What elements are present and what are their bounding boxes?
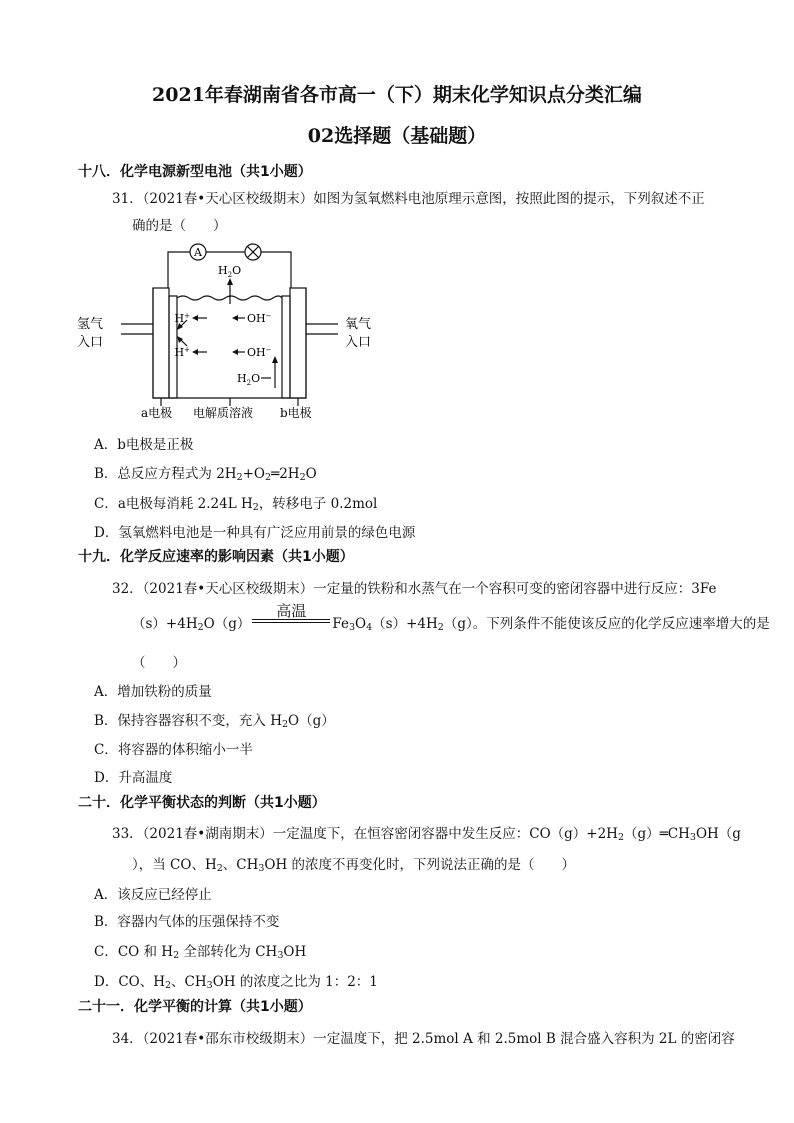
question-32-option-d: D．升高温度 xyxy=(94,770,173,786)
hydrogen-inlet-label-2: 入口 xyxy=(77,335,104,350)
page-subtitle: 02选择题（基础题） xyxy=(307,125,487,147)
oxygen-inlet-label-2: 入口 xyxy=(345,335,372,350)
question-31-option-d: D．氢氧燃料电池是一种具有广泛应用前景的绿色电源 xyxy=(94,525,416,541)
h-plus-label-2: H+ xyxy=(174,346,190,359)
question-33-stem-line1: 33．（2021春•湖南期末）一定温度下，在恒容密闭容器中发生反应：$CO(g)+2H_2(g)═CH_3OH(g$ xyxy=(112,826,741,843)
section-heading-20: 二十．化学平衡状态的判断（共1小题） xyxy=(78,795,326,811)
question-33-option-a: A．该反应已经停止 xyxy=(94,887,212,903)
question-31-stem-line2: 确的是（ ） xyxy=(132,218,227,234)
question-32-option-c: C．将容器的体积缩小一半 xyxy=(94,742,253,758)
oh-minus-label-2: OH− xyxy=(247,346,272,359)
h2o-bottom-label: $H_2O$ xyxy=(237,372,261,387)
question-33-stem-line2: ），当 CO、$H_2$、$CH_3OH$ 的浓度不再变化时，下列说法正确的是（ ） xyxy=(132,857,576,874)
page-title: 2021年春湖南省各市高一（下）期末化学知识点分类汇编 xyxy=(152,84,642,106)
question-32-stem-line3: （ ） xyxy=(132,655,186,671)
question-31-stem-line1: 31．（2021春•天心区校级期末）如图为氢氧燃料电池原理示意图，按照此图的提示，下列叙述不正 xyxy=(112,191,705,207)
electrode-a-label: a电极 xyxy=(141,406,173,420)
section-heading-21: 二十一．化学平衡的计算（共1小题） xyxy=(78,999,312,1015)
electrode-b-label: b电极 xyxy=(280,406,312,420)
hydrogen-inlet-label-1: 氢气 xyxy=(77,317,104,332)
ammeter-label: A xyxy=(194,246,202,259)
question-32-option-a: A．增加铁粉的质量 xyxy=(94,684,212,700)
electrolyte-label: 电解质溶液 xyxy=(193,406,254,420)
question-33-option-c: C．CO 和 $H_2$ 全部转化为 $CH_3OH$ xyxy=(94,944,307,961)
h2o-top-label: $H_2O$ xyxy=(218,264,242,279)
question-33-option-d: D．CO、$H_2$、$CH_3OH$ 的浓度之比为 1：2：1 xyxy=(94,974,378,991)
question-32-option-b: B．保持容器容积不变，充入 $H_2O(g)$ xyxy=(94,713,335,730)
h-plus-label-1: H+ xyxy=(174,312,190,325)
section-heading-19: 十九．化学反应速率的影响因素（共1小题） xyxy=(78,549,354,565)
question-32-stem-line2: $(s)+4H_2O(g)$ 高温 $Fe_3O_4(s)+4H_2(g)$。下列条件不能使该反应的化学反应速率增大的是 xyxy=(132,602,770,633)
question-34-stem-line1: 34．（2021春•邵东市校级期末）一定温度下，把 2.5mol A 和 2.5mol B 混合盛入容积为 2L 的密闭容 xyxy=(112,1031,735,1047)
reaction-condition: 高温 xyxy=(252,614,330,630)
oxygen-inlet-label-1: 氧气 xyxy=(345,317,372,332)
question-31-option-c: C．a电极每消耗 2.24L $H_2$，转移电子 0.2mol xyxy=(94,496,378,513)
question-33-option-b: B．容器内气体的压强保持不变 xyxy=(94,914,280,930)
fuel-cell-diagram xyxy=(75,238,395,420)
section-heading-18: 十八．化学电源新型电池（共1小题） xyxy=(78,164,312,180)
question-31-option-a: A．b电极是正极 xyxy=(94,437,194,453)
question-31-option-b: B．总反应方程式为 $2H_2+O_2═2H_2O$ xyxy=(94,466,317,483)
oh-minus-label-1: OH− xyxy=(247,312,272,325)
question-32-stem-line1: 32．（2021春•天心区校级期末）一定量的铁粉和水蒸气在一个容积可变的密闭容器中进行反应：3Fe xyxy=(112,581,717,597)
